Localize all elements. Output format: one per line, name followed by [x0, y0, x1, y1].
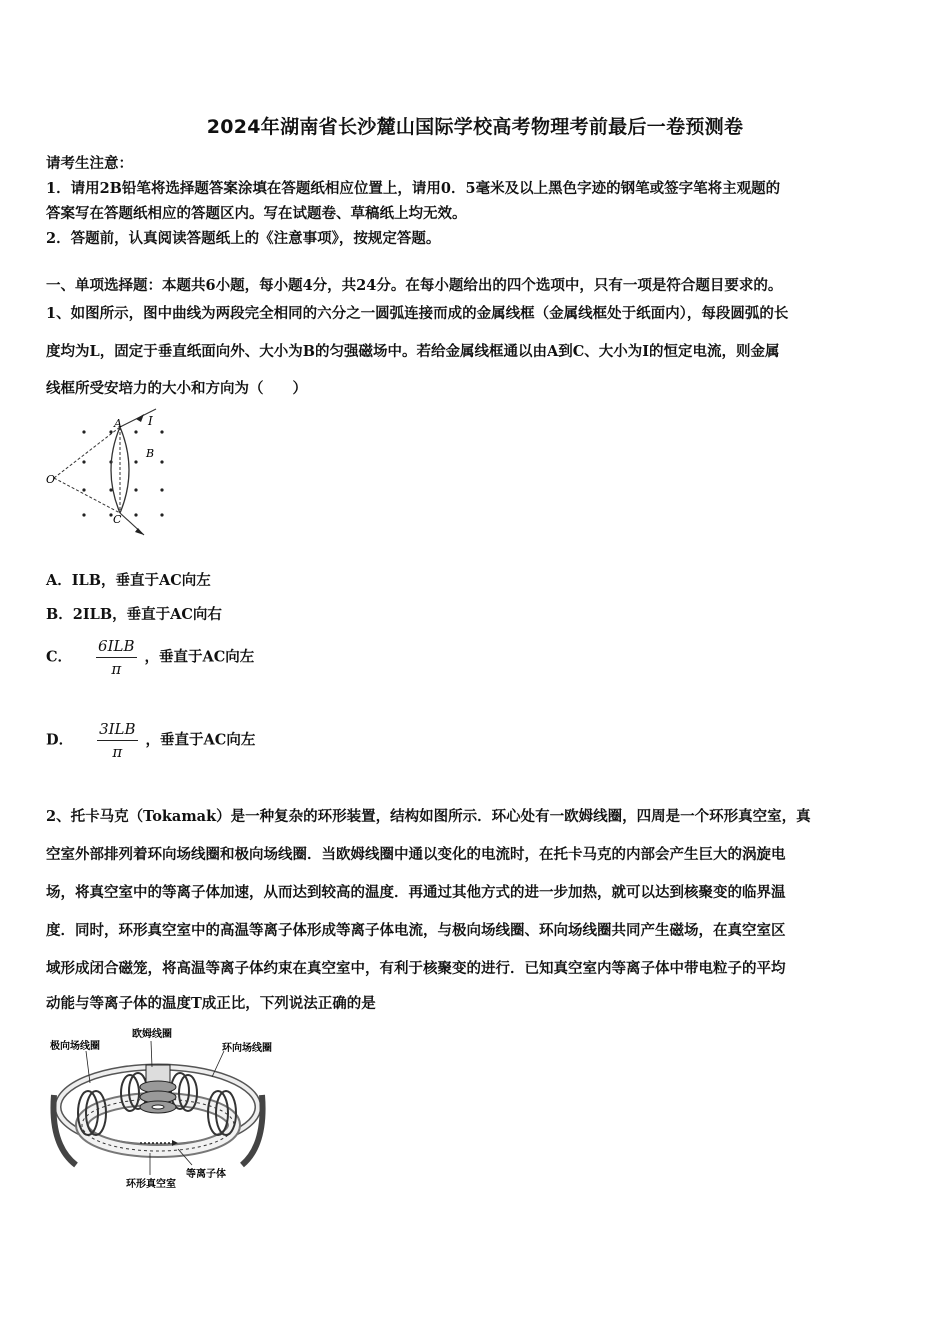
fraction-denominator: π: [111, 660, 122, 678]
q1-option-a: A．ILB，垂直于AC向左: [46, 572, 211, 589]
q1-magnetic-field-figure: [40, 405, 180, 540]
notice-line-3: 2．答题前，认真阅读答题纸上的《注意事项》，按规定答题。: [46, 230, 441, 247]
q2-text-line-4: 度．同时，环形真空室中的高温等离子体形成等离子体电流，与极向场线圈、环向场线圈共同产生磁场，在真空室区: [46, 922, 786, 939]
notice-line-1: 1．请用2B铅笔将选择题答案涂填在答题纸相应位置上，请用0．5毫米及以上黑色字迹的钢笔或签字笔将主观题的: [46, 180, 781, 197]
fraction-numerator: 3ILB: [97, 720, 137, 741]
label-plasma: 等离子体: [186, 1169, 226, 1180]
q1-text-line-1: 1、如图所示，图中曲线为两段完全相同的六分之一圆弧连接而成的金属线框（金属线框处于纸面内），每段圆弧的长: [46, 305, 789, 322]
page-title: 2024年湖南省长沙麓山国际学校高考物理考前最后一卷预测卷: [206, 116, 744, 138]
fraction-denominator: π: [112, 743, 123, 761]
q2-text-line-2: 空室外部排列着环向场线圈和极向场线圈．当欧姆线圈中通以变化的电流时，在托卡马克的内部会产生巨大的涡旋电: [46, 846, 786, 863]
q2-text-line-5: 域形成闭合磁笼，将高温等离子体约束在真空室中，有利于核聚变的进行．已知真空室内等离子体中带电粒子的平均: [46, 960, 786, 977]
label-poloidal-coil: 极向场线圈: [50, 1041, 100, 1052]
q2-text-line-6: 动能与等离子体的温度T成正比，下列说法正确的是: [46, 995, 376, 1012]
option-c-tail: ，垂直于AC向左: [144, 648, 255, 666]
option-d-label: D．: [46, 731, 74, 749]
label-b: B: [146, 447, 155, 460]
right-arc: [120, 427, 129, 513]
label-i: I: [148, 414, 153, 428]
dashed-radius-bottom: [54, 478, 120, 513]
label-toroidal-coil: 环向场线圈: [222, 1043, 272, 1054]
q2-text-line-1: 2、托卡马克（Tokamak）是一种复杂的环形装置，结构如图所示．环心处有一欧姆线圈，四周是一个环形真空室，真: [46, 808, 811, 825]
q1-option-c: [46, 637, 254, 678]
notice-line-2: 答案写在答题纸相应的答题区内。写在试题卷、草稿纸上均无效。: [46, 205, 467, 222]
fraction-6ilb-pi: [96, 637, 136, 678]
ohmic-coil: [140, 1065, 176, 1113]
label-c: C: [113, 513, 122, 526]
tokamak-figure: [46, 1025, 286, 1195]
left-arc: [111, 427, 120, 513]
label-a: A: [114, 417, 122, 430]
current-arrow-out: [135, 528, 144, 535]
label-ohmic-coil: 欧姆线圈: [132, 1029, 172, 1040]
label-o: O: [46, 473, 56, 486]
q1-text-line-2: 度均为L，固定于垂直纸面向外、大小为B的匀强磁场中。若给金属线框通以由A到C、大小为I的恒定电流，则金属: [46, 343, 780, 360]
label-vacuum-chamber: 环形真空室: [126, 1179, 176, 1190]
q1-option-d: [46, 720, 255, 761]
option-c-label: C．: [46, 648, 73, 666]
q1-text-line-3: 线框所受安培力的大小和方向为（ ）: [46, 380, 307, 397]
q2-text-line-3: 场，将真空室中的等离子体加速，从而达到较高的温度．再通过其他方式的进一步加热，就可以达到核聚变的临界温: [46, 884, 786, 901]
option-d-tail: ，垂直于AC向左: [145, 731, 256, 749]
fraction-3ilb-pi: [97, 720, 137, 761]
dashed-radius-top: [54, 427, 120, 478]
section-heading: 一、单项选择题：本题共6小题，每小题4分，共24分。在每小题给出的四个选项中，只有一项是符合题目要求的。: [46, 277, 783, 294]
fraction-numerator: 6ILB: [96, 637, 136, 658]
notice-heading: 请考生注意：: [46, 155, 133, 172]
q1-option-b: B．2ILB，垂直于AC向右: [46, 606, 222, 623]
